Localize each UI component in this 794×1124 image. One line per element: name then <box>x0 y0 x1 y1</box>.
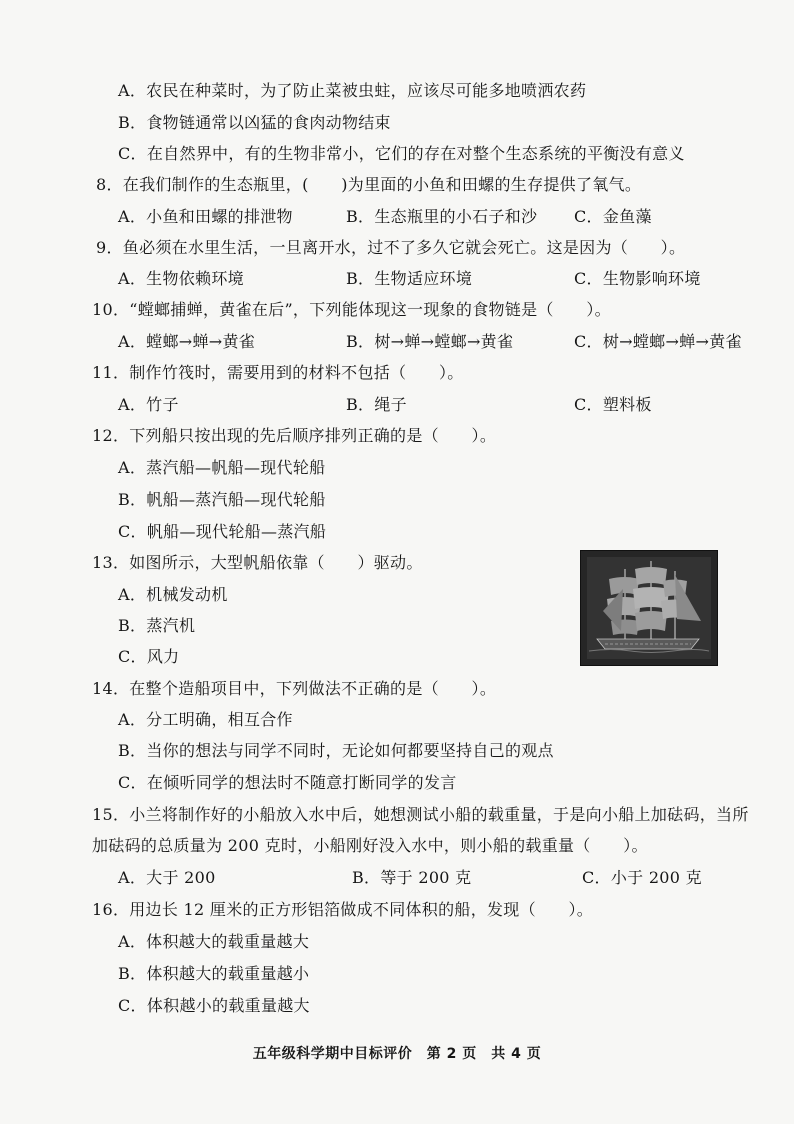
q14-stem: 14．在整个造船项目中，下列做法不正确的是（ ）。 <box>92 679 497 698</box>
q12-option-a: A．蒸汽船—帆船—现代轮船 <box>118 458 326 477</box>
q13-option-c: C．风力 <box>118 647 180 666</box>
q13-option-b: B．蒸汽机 <box>118 616 196 635</box>
page-footer: 五年级科学期中目标评价 第 2 页 共 4 页 <box>252 1046 542 1062</box>
q10-option-b: B．树→蝉→螳螂→黄雀 <box>346 332 514 351</box>
sailing-ship-illustration <box>580 550 718 666</box>
q10-option-a: A．螳螂→蝉→黄雀 <box>118 332 256 351</box>
q12-option-b: B．帆船—蒸汽船—现代轮船 <box>118 490 326 509</box>
q14-option-a: A．分工明确，相互合作 <box>118 710 293 729</box>
q12-option-c: C．帆船—现代轮船—蒸汽船 <box>118 522 327 541</box>
q10-option-c: C．树→螳螂→蝉→黄雀 <box>574 332 742 351</box>
q12-stem: 12．下列船只按出现的先后顺序排列正确的是（ ）。 <box>92 426 497 445</box>
q13-option-a: A．机械发动机 <box>118 585 228 604</box>
q11-option-c: C．塑料板 <box>574 395 652 414</box>
q11-stem: 11．制作竹筏时，需要用到的材料不包括（ ）。 <box>92 363 464 382</box>
q9-stem: 9．鱼必须在水里生活，一旦离开水，过不了多久它就会死亡。这是因为（ ）。 <box>96 238 686 257</box>
q7-option-a: A．农民在种菜时，为了防止菜被虫蛀，应该尽可能多地喷洒农药 <box>118 81 587 100</box>
q11-option-b: B．绳子 <box>346 395 407 414</box>
q9-option-c: C．生物影响环境 <box>574 269 701 288</box>
q8-option-a: A．小鱼和田螺的排泄物 <box>118 207 293 226</box>
q9-option-a: A．生物依赖环境 <box>118 269 244 288</box>
q10-stem: 10．“螳螂捕蝉，黄雀在后”，下列能体现这一现象的食物链是（ ）。 <box>92 300 611 319</box>
q16-option-b: B．体积越大的载重量越小 <box>118 964 310 983</box>
q14-option-b: B．当你的想法与同学不同时，无论如何都要坚持自己的观点 <box>118 741 554 760</box>
q7-option-c: C．在自然界中，有的生物非常小，它们的存在对整个生态系统的平衡没有意义 <box>118 144 685 163</box>
q11-option-a: A．竹子 <box>118 395 179 414</box>
q16-stem: 16．用边长 12 厘米的正方形铝箔做成不同体积的船，发现（ ）。 <box>92 900 594 919</box>
q16-option-a: A．体积越大的载重量越大 <box>118 932 310 951</box>
q15-option-b: B．等于 200 克 <box>352 868 472 887</box>
q8-option-c: C．金鱼藻 <box>574 207 652 226</box>
q9-option-b: B．生物适应环境 <box>346 269 473 288</box>
q15-stem-line1: 15．小兰将制作好的小船放入水中后，她想测试小船的载重量，于是向小船上加砝码，当所 <box>92 805 749 824</box>
q7-option-b: B．食物链通常以凶猛的食肉动物结束 <box>118 113 391 132</box>
q15-stem-line2: 加砝码的总质量为 200 克时，小船刚好没入水中，则小船的载重量（ ）。 <box>92 836 648 855</box>
q13-stem: 13．如图所示，大型帆船依靠（ ）驱动。 <box>92 553 423 572</box>
q14-option-c: C．在倾听同学的想法时不随意打断同学的发言 <box>118 773 457 792</box>
sailing-ship-icon <box>581 551 717 665</box>
q15-option-c: C．小于 200 克 <box>582 868 702 887</box>
q8-stem: 8．在我们制作的生态瓶里，( )为里面的小鱼和田螺的生存提供了氧气。 <box>96 175 642 194</box>
q8-option-b: B．生态瓶里的小石子和沙 <box>346 207 538 226</box>
q16-option-c: C．体积越小的载重量越大 <box>118 996 310 1015</box>
q15-option-a: A．大于 200 <box>118 868 216 887</box>
